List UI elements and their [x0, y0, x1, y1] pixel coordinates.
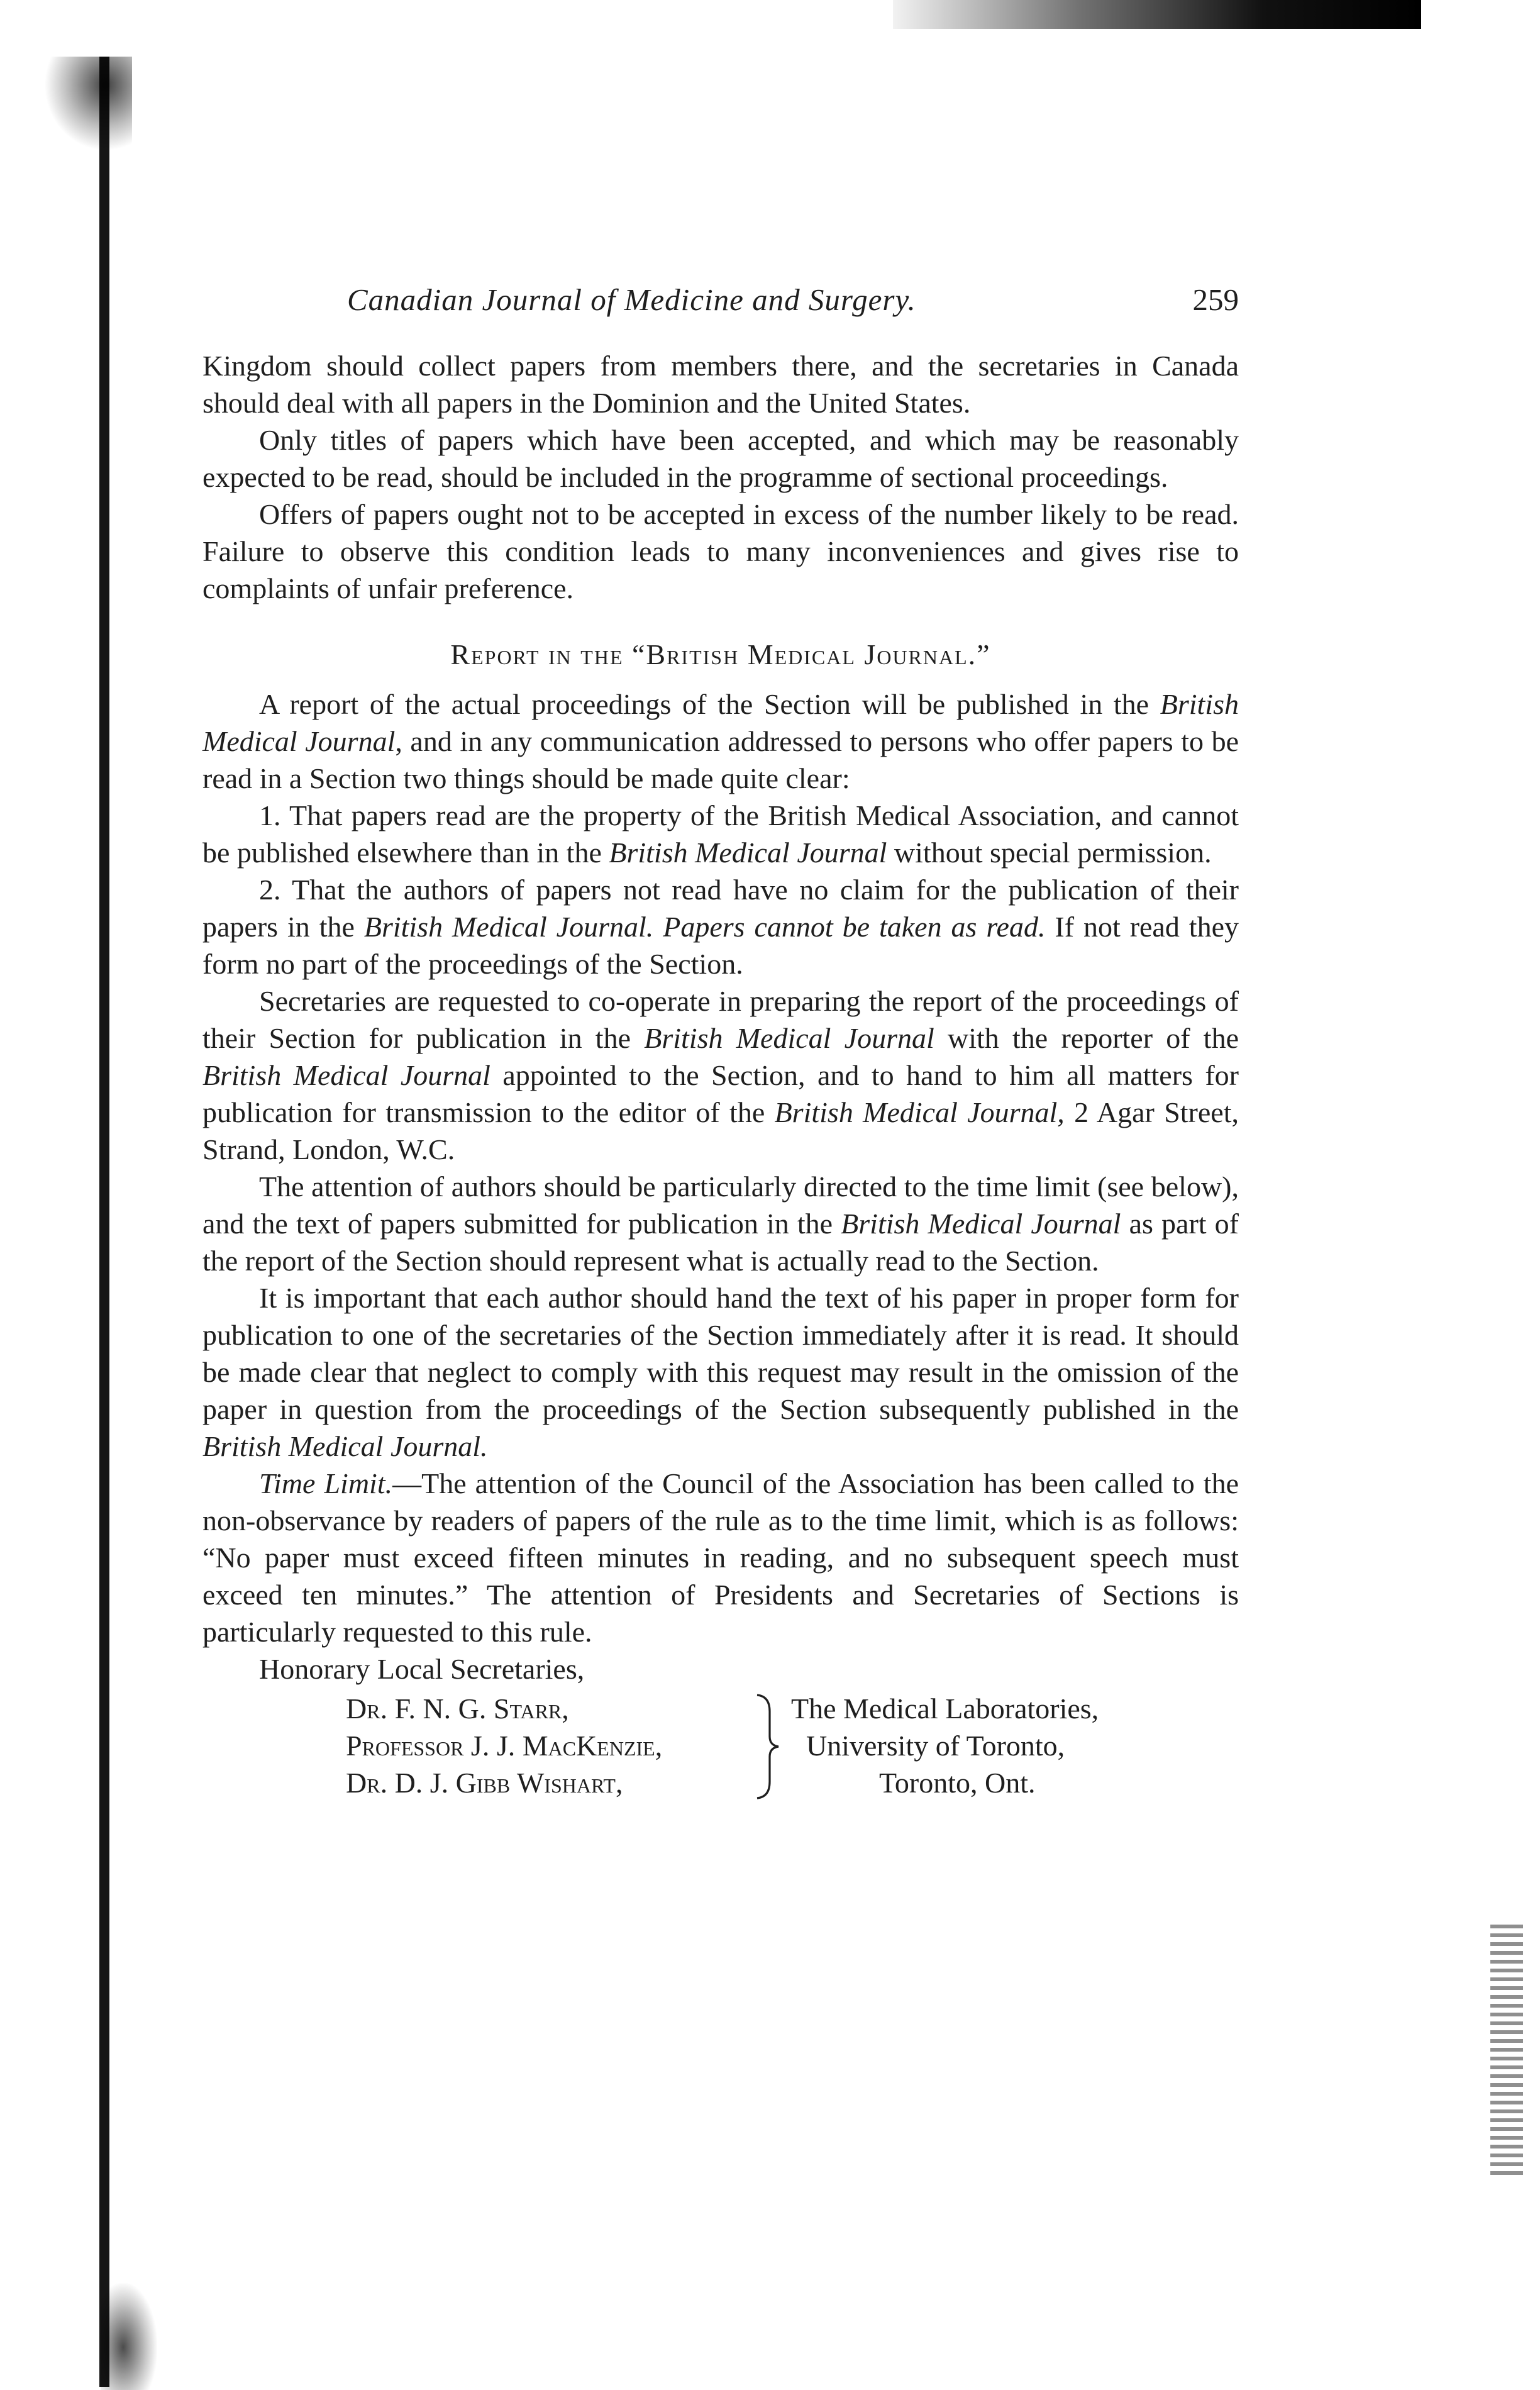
running-head	[202, 282, 1239, 326]
journal-reference: British Medical Journal	[841, 1208, 1121, 1240]
journal-reference: British Medical Journal,	[774, 1096, 1065, 1128]
journal-page	[202, 282, 1239, 1809]
honorary-heading: Honorary Local Secretaries,	[259, 1653, 585, 1685]
secretaries-block	[202, 1690, 1239, 1809]
journal-reference: British Medical Journal.	[202, 1430, 488, 1462]
secretary-names	[346, 1690, 662, 1801]
journal-reference: British Medical Journal	[644, 1022, 934, 1054]
journal-reference: British Medical Journal	[202, 688, 1239, 757]
paragraph: A report of the actual proceedings of the Section will be published in the British Medical Journal, and in any communication addressed to persons who offer papers to be read in a Section two things should be made quite clear:	[202, 688, 1239, 794]
secretary-name: Professor J. J. MacKenzie,	[346, 1730, 663, 1762]
scan-artifact-left-edge	[25, 57, 131, 2387]
journal-reference: British Medical Journal.	[363, 911, 654, 943]
address-line: The Medical Laboratories,	[791, 1692, 1099, 1725]
scan-artifact-top	[893, 0, 1421, 29]
address-line: University of Toronto,	[806, 1730, 1065, 1762]
journal-title: Canadian Journal of Medicine and Surgery.	[347, 282, 916, 317]
italic-warning: Papers cannot be taken as read.	[663, 911, 1046, 943]
paragraph: Secretaries are requested to co-operate in preparing the report of the proceedings of their Section for publication in the British Medical Journal with the reporter of the British Medical Journal appointed to the Section, and to hand to him all matters for publication for transmission to the editor of the British Medical Journal, 2 Agar Street, Strand, London, W.C.	[202, 985, 1239, 1165]
paragraph: Kingdom should collect papers from members there, and the secretaries in Canada should deal with all papers in the Dominion and the United States.	[202, 350, 1239, 419]
right-brace-icon	[753, 1692, 782, 1801]
paragraph: It is important that each author should hand the text of his paper in proper form for publication to one of the secretaries of the Section immediately after it is read. It should be made clear that neglect to comply with this request may result in the omission of the paper in question from the proceedings of the Section subsequently published in the British Medical Journal.	[202, 1282, 1239, 1462]
journal-reference: British Medical Journal	[202, 1059, 490, 1091]
paragraph: Time Limit.—The attention of the Council of the Association has been called to the non-observance by readers of papers of the rule as to the time limit, which is as follows: “No paper must exceed fifteen minutes in reading, and no subsequent speech must exceed ten minutes.” The attention of Presidents and Secretaries of Sections is particularly requested to this rule.	[202, 1467, 1239, 1648]
ink-blot	[101, 2283, 157, 2390]
address-line: Toronto, Ont.	[879, 1767, 1036, 1799]
numbered-item: 2. That the authors of papers not read have no claim for the publication of their papers in the British Medical Journal. Papers cannot be taken as read. If not read they form no part of the proceedings of the Section.	[202, 874, 1239, 980]
journal-reference: British Medical Journal	[609, 836, 887, 869]
page-number: 259	[1192, 282, 1239, 317]
address-block	[791, 1690, 1099, 1801]
section-heading: Report in the “British Medical Journal.”	[450, 638, 991, 670]
scan-artifact-right-edge	[1490, 1925, 1523, 2176]
numbered-item: 1. That papers read are the property of the British Medical Association, and cannot be published elsewhere than in the British Medical Journal without special permission.	[202, 799, 1239, 869]
secretary-name: Dr. D. J. Gibb Wishart,	[346, 1767, 623, 1799]
secretary-name: Dr. F. N. G. Starr,	[346, 1692, 569, 1725]
paragraph: Only titles of papers which have been accepted, and which may be reasonably expected to be read, should be included in the programme of sectional proceedings.	[202, 424, 1239, 493]
ink-blot	[44, 57, 132, 151]
paragraph: Offers of papers ought not to be accepted in excess of the number likely to be read. Failure to observe this condition leads to many inconveniences and gives rise to complaints of unfair preference.	[202, 498, 1239, 604]
binding-shadow	[99, 57, 109, 2387]
time-limit-label: Time Limit.	[259, 1467, 393, 1499]
paragraph: The attention of authors should be particularly directed to the time limit (see below), and the text of papers submitted for publication in the British Medical Journal as part of the report of the Section should represent what is actually read to the Section.	[202, 1170, 1239, 1277]
